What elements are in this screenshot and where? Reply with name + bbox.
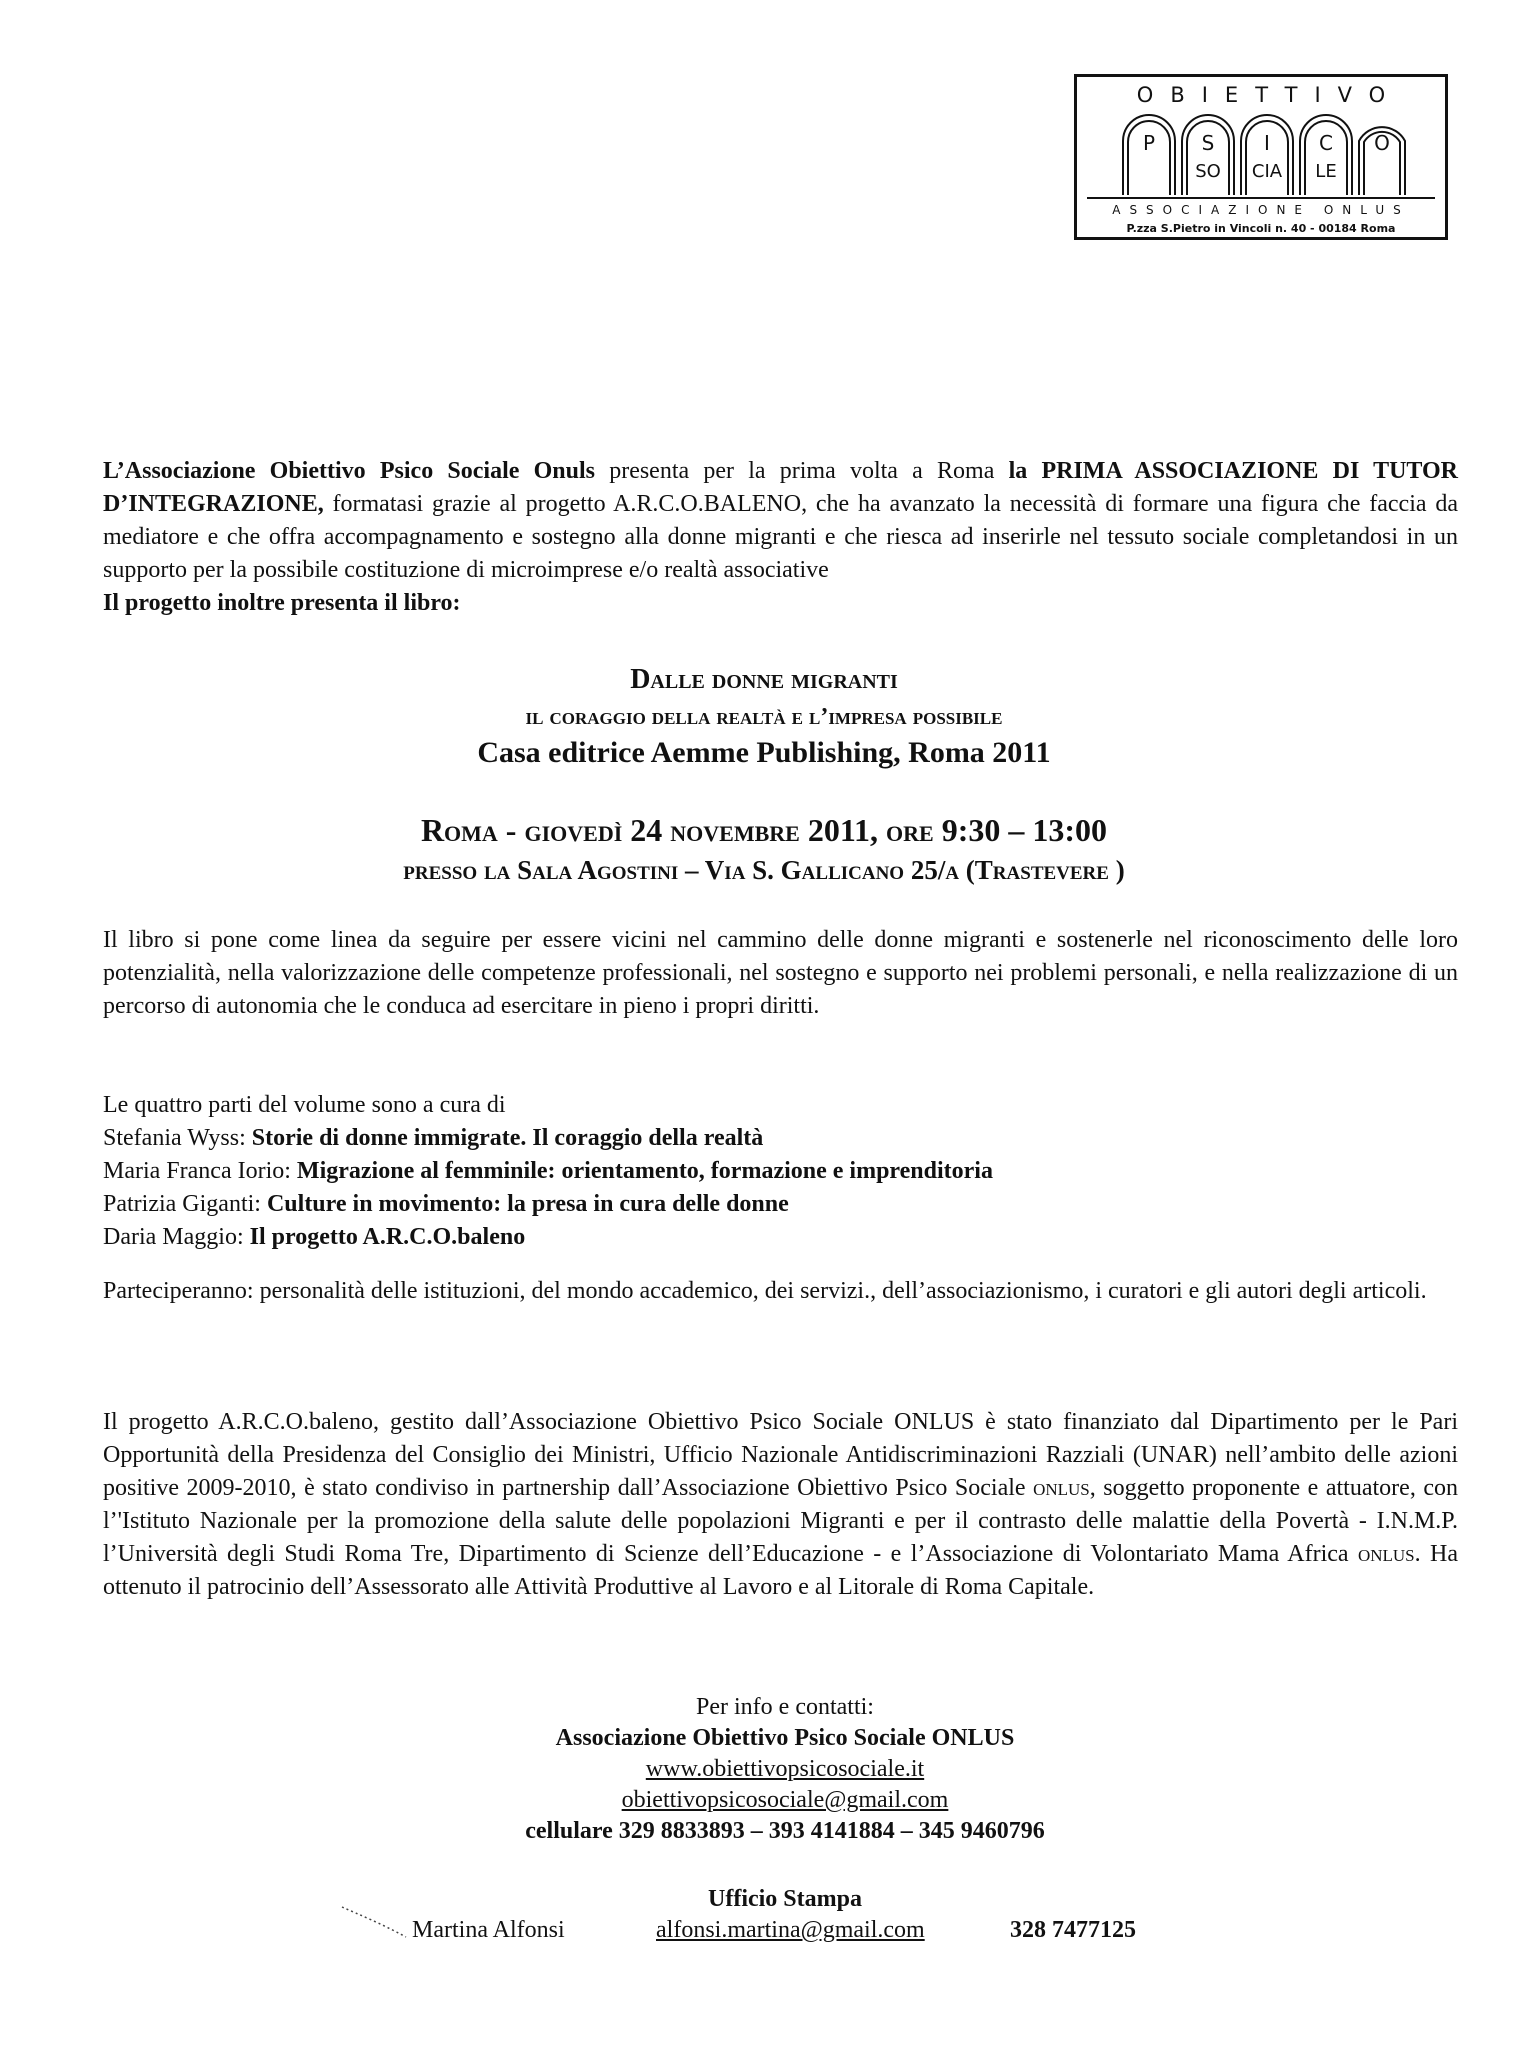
project-text-2: , soggetto proponente e attuatore, con l’'Istituto Nazionale per la promozione della salute delle popolazioni Migranti e per il contrasto delle malattie della Povertà - I.N.M.P. l’Università degli Studi Roma Tre, Dipartimento di Scienze dell’Educazione - e l’Associazione di Volontariato Mama Africa: [103, 1475, 1459, 1567]
project-onlus-1: onlus: [1033, 1475, 1090, 1501]
curator-topic: Il progetto A.R.C.O.baleno: [249, 1224, 526, 1250]
intro-highlight: la PRIMA ASSOCIAZIONE DI TUTOR D’INTEGRAZIONE,: [103, 458, 1458, 517]
intro-text-1: presenta per la prima volta a Roma: [594, 458, 1009, 484]
contacts-block: [380, 1692, 1190, 1847]
logo-letter-4: C: [1319, 131, 1333, 155]
curators-block: [103, 1089, 1458, 1254]
curator-name: Maria Franca Iorio:: [103, 1158, 297, 1184]
description-block: [103, 924, 1458, 1023]
logo-arches: [1119, 111, 1409, 195]
logo-sub-3: LE: [1315, 161, 1337, 182]
contacts-heading: Per info e contatti:: [696, 1694, 874, 1720]
press-email-link[interactable]: alfonsi.martina@gmail.com: [656, 1917, 925, 1943]
contacts-org: Associazione Obiettivo Psico Sociale ONLUS: [555, 1725, 1015, 1751]
curator-item: [103, 1221, 1458, 1254]
curator-item: [103, 1155, 1458, 1188]
participants-text: Parteciperanno: personalità delle istituzioni, del mondo accademico, dei servizi., dell’associazionismo, i curatori e gli autori degli articoli.: [103, 1278, 1427, 1304]
document-body: [103, 455, 1458, 620]
press-name: Martina Alfonsi: [412, 1917, 565, 1943]
curator-item: [103, 1122, 1458, 1155]
logo-sub-2: CIA: [1251, 161, 1283, 182]
curator-topic: Culture in movimento: la presa in cura delle donne: [266, 1191, 789, 1217]
project-block: [103, 1406, 1458, 1604]
curator-item: [103, 1188, 1458, 1221]
website-link[interactable]: www.obiettivopsicosociale.it: [645, 1756, 925, 1782]
intro-text-2: formatasi grazie al progetto A.R.C.O.BALENO, che ha avanzato la necessità di formare una figura che faccia da mediatore e che offra accompagnamento e sostegno alla donne migranti e che riesca ad inserirle nel tessuto sociale completandosi in un supporto per la possibile costituzione di microimprese e/o realtà associative: [103, 491, 1458, 583]
curator-name: Stefania Wyss:: [103, 1125, 252, 1151]
book-intro: Il progetto inoltre presenta il libro:: [103, 590, 461, 616]
logo-letter-5: O: [1374, 131, 1390, 155]
project-onlus-2: onlus: [1357, 1541, 1415, 1567]
logo-letter-2: S: [1201, 131, 1215, 155]
curator-topic: Storie di donne immigrate. Il coraggio della realtà: [251, 1125, 764, 1151]
press-row: [0, 1915, 1528, 1949]
press-heading: Ufficio Stampa: [708, 1886, 862, 1912]
curator-name: Daria Maggio:: [103, 1224, 250, 1250]
book-description: Il libro si pone come linea da seguire per essere vicini nel cammino delle donne migranti e sostenerle nel riconoscimento delle loro potenzialità, nella valorizzazione delle competenze professionali, nel sostegno e supporto nei problemi personali, e nella realizzazione di un percorso di autonomia che le conduca ad esercitare in pieno i propri diritti.: [103, 927, 1458, 1019]
event-date: Roma - giovedì 24 novembre 2011, ore 9:30 – 13:00: [420, 812, 1108, 848]
email-link[interactable]: obiettivopsicosociale@gmail.com: [621, 1787, 949, 1813]
logo-divider: [1087, 197, 1435, 199]
logo-address: P.zza S.Pietro in Vincoli n. 40 - 00184 Roma: [1126, 222, 1396, 235]
logo-association-type: ASSOCIAZIONE ONLUS: [1112, 203, 1410, 217]
book-publisher: Casa editrice Aemme Publishing, Roma 2011: [477, 736, 1051, 769]
logo-sub-1: SO: [1195, 161, 1221, 182]
curator-name: Patrizia Giganti:: [103, 1191, 267, 1217]
participants-block: [103, 1275, 1458, 1308]
book-title: Dalle donne migranti: [630, 664, 898, 695]
pen-mark-icon: [340, 1905, 410, 1941]
logo-letter-1: P: [1142, 131, 1156, 155]
curators-intro: Le quattro parti del volume sono a cura di: [103, 1092, 506, 1118]
logo-title: OBIETTIVO: [1136, 83, 1403, 107]
intro-org: L’Associazione Obiettivo Psico Sociale Onuls: [103, 458, 595, 484]
project-text: [103, 1406, 1458, 1604]
project-text-3: . Ha ottenuto il patrocinio dell’Assessorato alle Attività Produttive al Lavoro e al Litorale di Roma Capitale.: [103, 1541, 1458, 1600]
association-logo: [1074, 74, 1448, 240]
logo-letter-3: I: [1264, 131, 1270, 155]
curator-topic: Migrazione al femminile: orientamento, formazione e imprenditoria: [296, 1158, 993, 1184]
project-text-1: Il progetto A.R.C.O.baleno, gestito dall’Associazione Obiettivo Psico Sociale ONLUS è stato finanziato dal Dipartimento per le Pari Opportunità della Presidenza del Consiglio dei Ministri, Ufficio Nazionale Antidiscriminazioni Razziali (UNAR) nell’ambito delle azioni positive 2009-2010, è stato condiviso in partnership dall’Associazione Obiettivo Psico Sociale: [103, 1409, 1458, 1501]
event-place: presso la Sala Agostini – Via S. Gallicano 25/a (Trastevere ): [403, 855, 1125, 885]
intro-paragraph: [103, 455, 1458, 587]
book-subtitle: il coraggio della realtà e l’impresa possibile: [525, 704, 1003, 730]
press-phone: 328 7477125: [1010, 1917, 1136, 1943]
contacts-phones: cellulare 329 8833893 – 393 4141884 – 345 9460796: [525, 1818, 1045, 1844]
